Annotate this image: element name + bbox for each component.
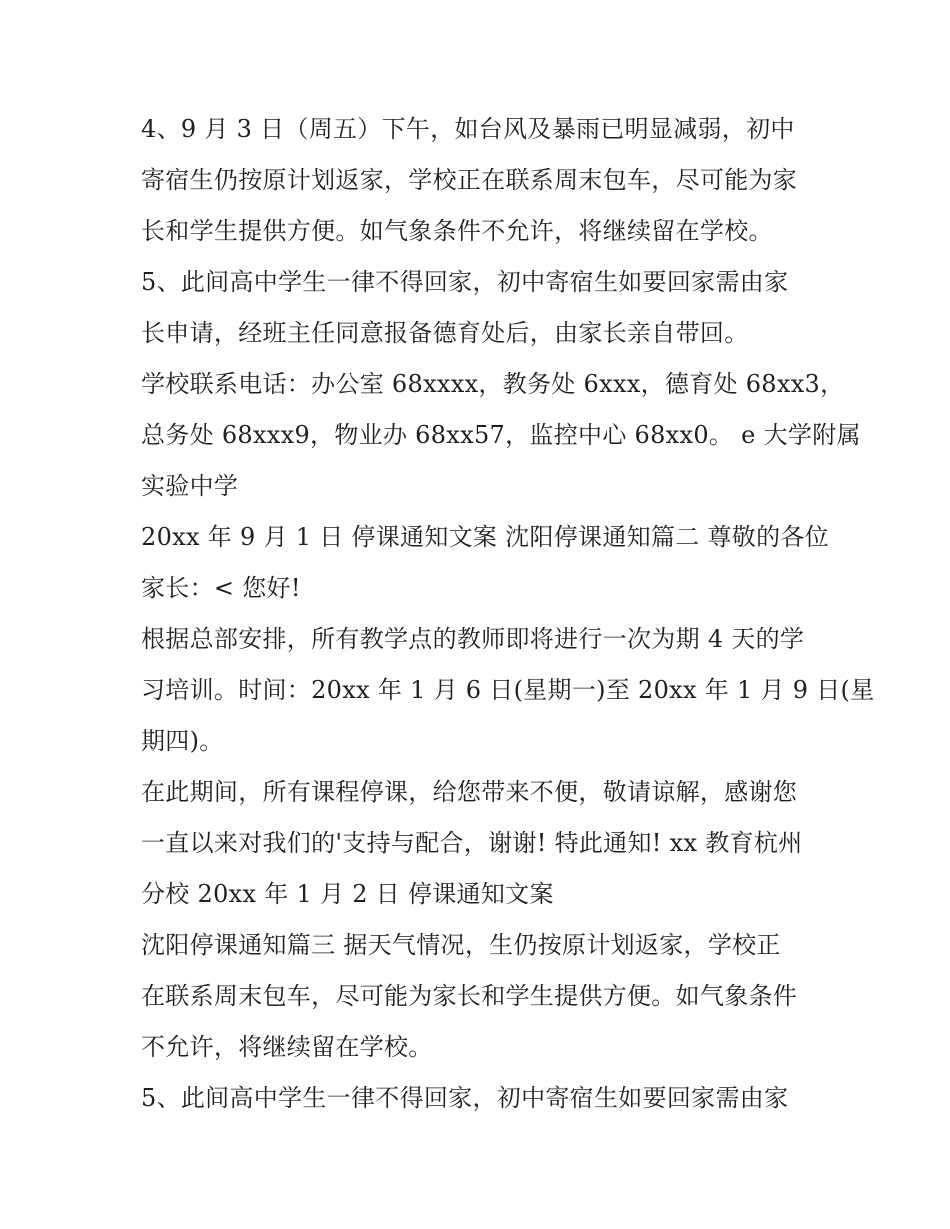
text-line: 在联系周末包车，尽可能为家长和学生提供方便。如气象条件 — [141, 982, 798, 1010]
document-body — [141, 104, 875, 1124]
text-line: 长和学生提供方便。如气象条件不允许，将继续留在学校。 — [141, 217, 773, 245]
text-line: 一直以来对我们的'支持与配合，谢谢! 特此通知! xx 教育杭州 — [141, 829, 803, 857]
text-line: 总务处 68xxx9，物业办 68xx57，监控中心 68xx0。 e 大学附属 — [141, 421, 861, 449]
text-line: 沈阳停课通知篇三 据天气情况，生仍按原计划返家，学校正 — [141, 931, 781, 959]
text-line: 20xx 年 9 月 1 日 停课通知文案 沈阳停课通知篇二 尊敬的各位 — [141, 523, 829, 551]
text-line: 在此期间，所有课程停课，给您带来不便，敬请谅解，感谢您 — [141, 778, 798, 806]
text-line: 寄宿生仍按原计划返家，学校正在联系周末包车，尽可能为家 — [141, 166, 798, 194]
text-line: 4、9 月 3 日（周五）下午，如台风及暴雨已明显减弱，初中 — [141, 115, 795, 143]
text-line: 不允许，将继续留在学校。 — [141, 1033, 433, 1061]
text-line: 学校联系电话：办公室 68xxxx，教务处 6xxx，德育处 68xx3， — [141, 370, 845, 398]
text-line: 5、此间高中学生一律不得回家，初中寄宿生如要回家需由家 — [141, 268, 789, 296]
text-line: 实验中学 — [141, 472, 239, 500]
text-line: 5、此间高中学生一律不得回家，初中寄宿生如要回家需由家 — [141, 1084, 789, 1112]
text-line: 期四)。 — [141, 727, 224, 755]
text-line: 习培训。时间：20xx 年 1 月 6 日(星期一)至 20xx 年 1 月 9 日(星 — [141, 676, 875, 704]
text-line: 根据总部安排，所有教学点的教师即将进行一次为期 4 天的学 — [141, 625, 805, 653]
text-line: 家长：< 您好! — [141, 574, 301, 602]
text-line: 分校 20xx 年 1 月 2 日 停课通知文案 — [141, 880, 554, 908]
text-line: 长申请，经班主任同意报备德育处后，由家长亲自带回。 — [141, 319, 749, 347]
